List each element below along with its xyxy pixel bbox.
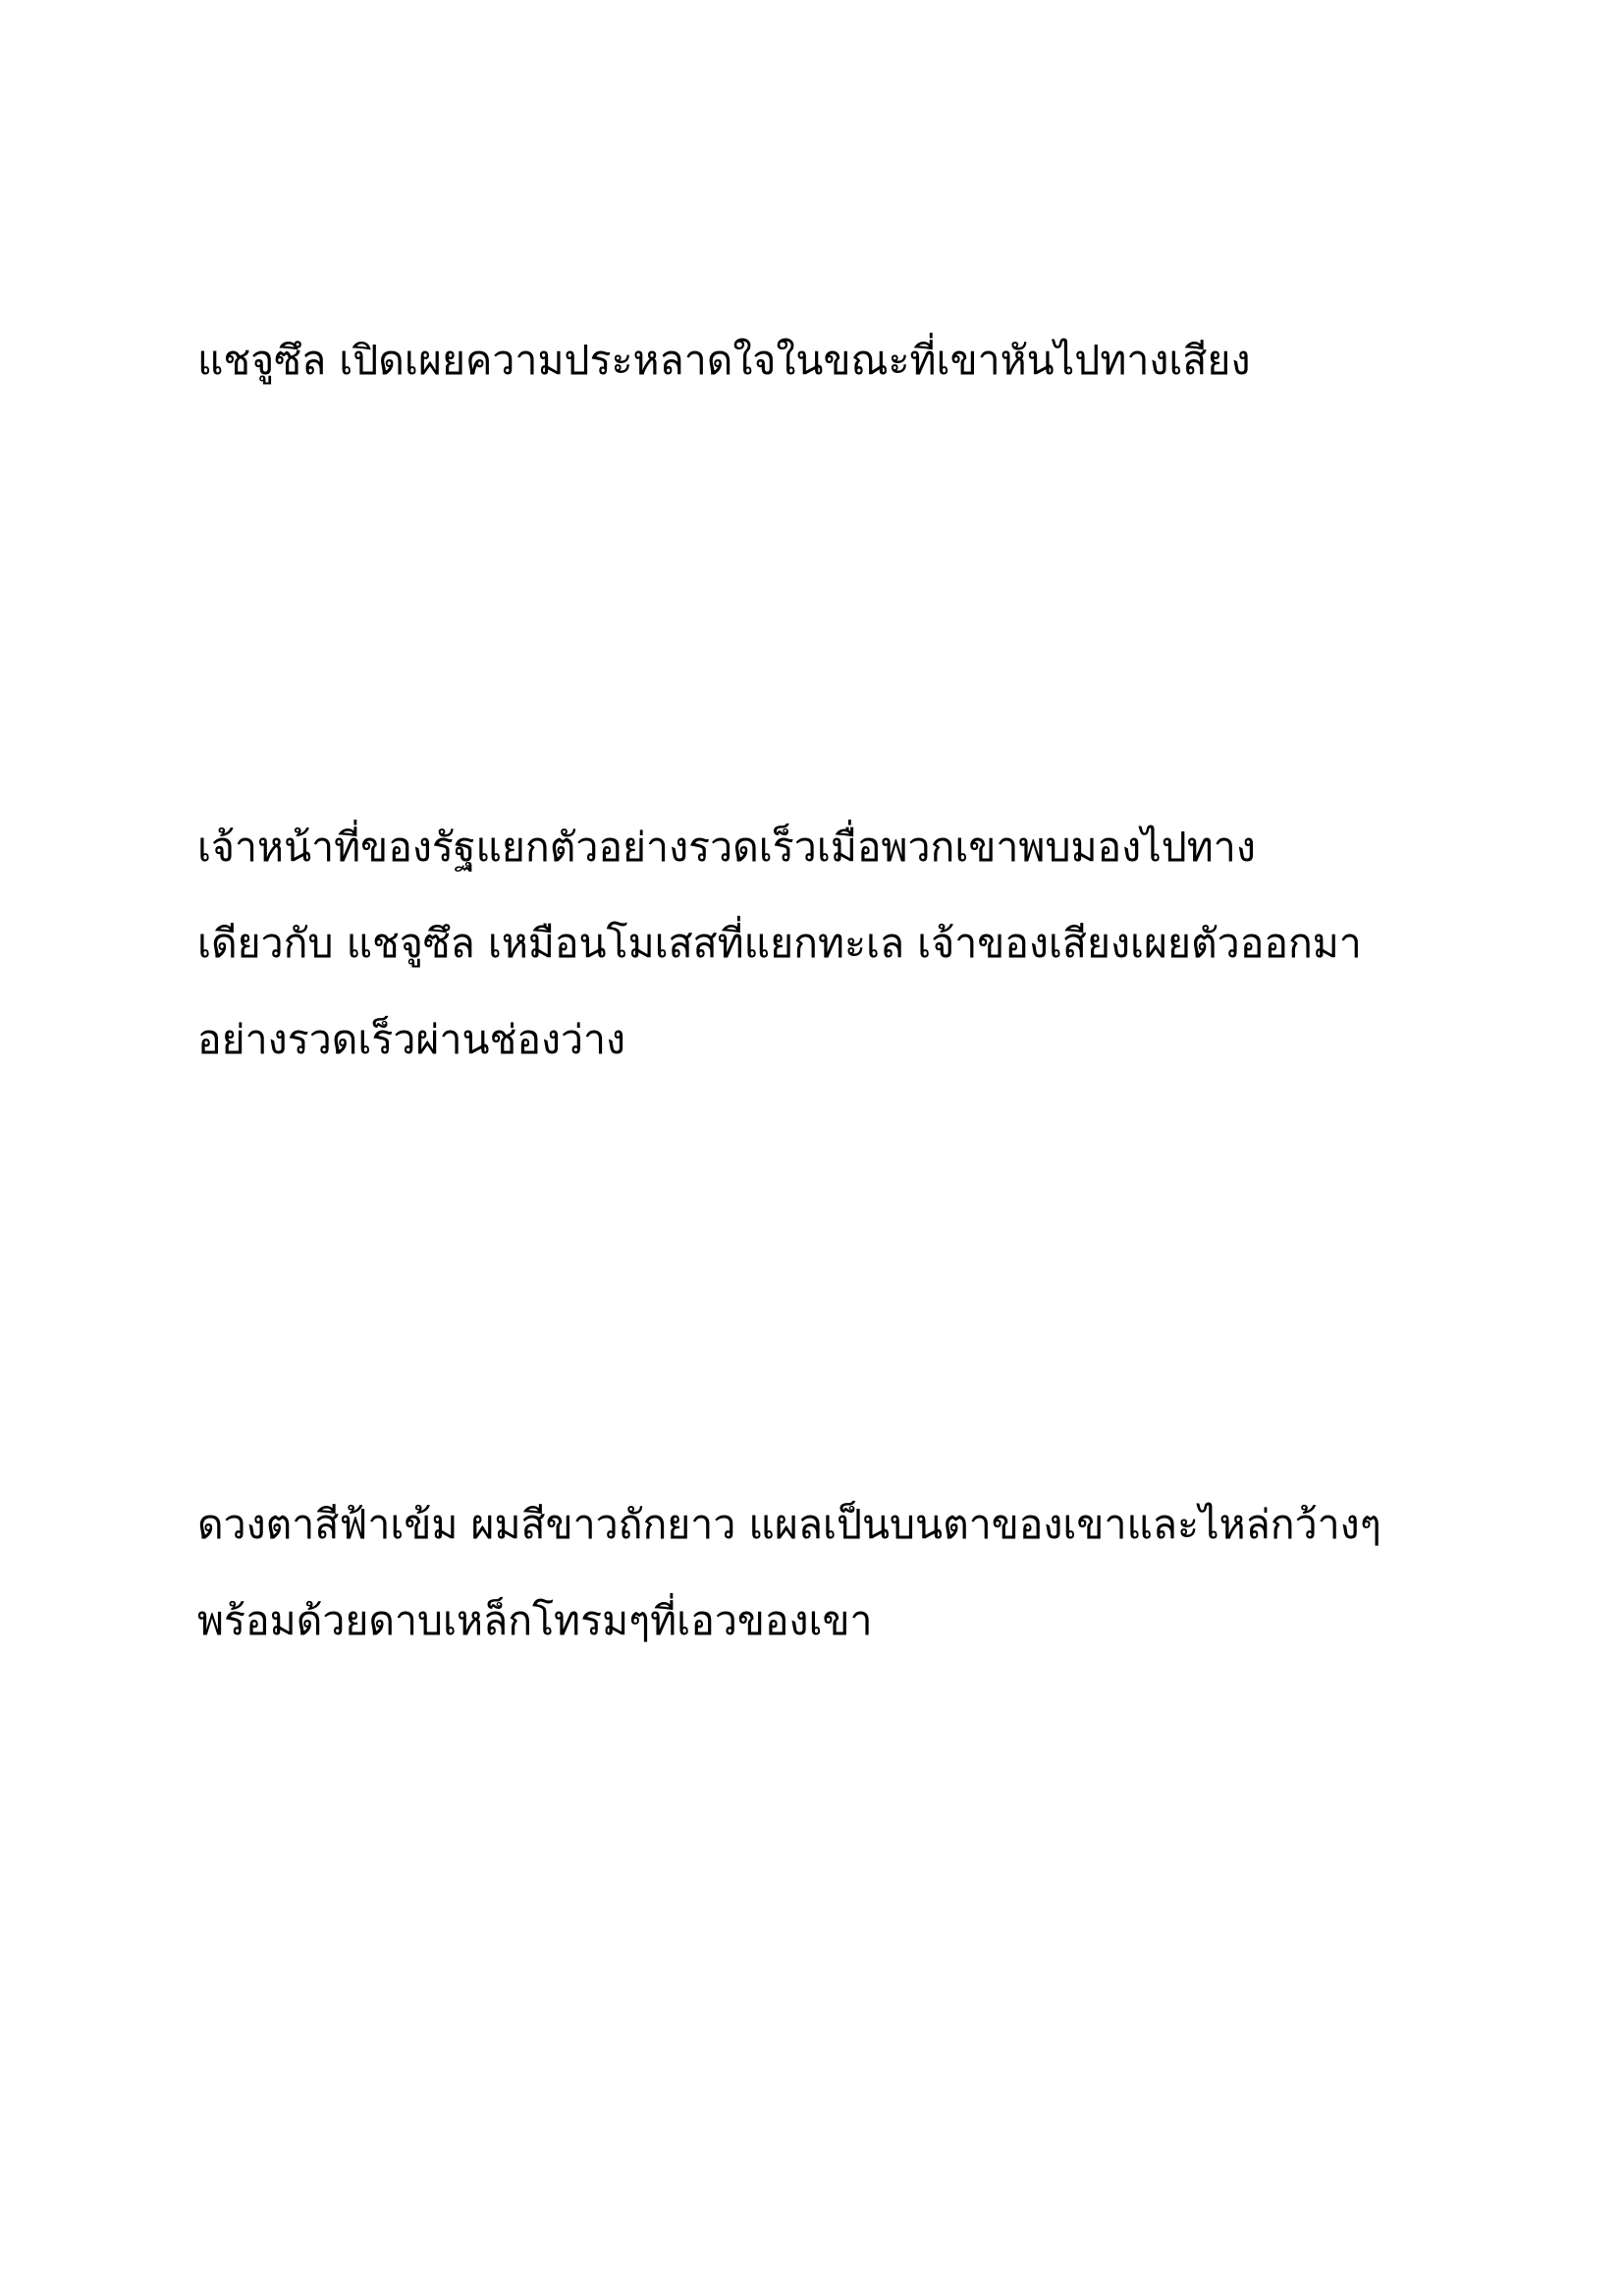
paragraph-line: เดียวกับ แชจูซึล เหมือนโมเสสที่แยกทะเล เจ้าของเสียงเผยตัวออกมา <box>197 920 1362 967</box>
paragraph-line: แชจูซึล เปิดเผยความประหลาดใจในขณะที่เขาหันไปทางเสียง <box>197 337 1251 384</box>
paragraph-2 <box>197 799 1474 1088</box>
paragraph-line: ดวงตาสีฟ้าเข้ม ผมสีขาวถักยาว แผลเป็นบนตาของเขาและไหล่กว้างๆ <box>197 1501 1381 1548</box>
paragraph-line: เจ้าหน้าที่ของรัฐแยกตัวอย่างรวดเร็วเมื่อพวกเขาพบมองไปทาง <box>197 824 1256 871</box>
paragraph-line: พร้อมด้วยดาบเหล็กโทรมๆที่เอวของเขา <box>197 1597 873 1644</box>
paragraph-1 <box>197 312 1474 408</box>
paragraph-line: อย่างรวดเร็วผ่านช่องว่าง <box>197 1016 626 1063</box>
paragraph-3 <box>197 1476 1474 1669</box>
